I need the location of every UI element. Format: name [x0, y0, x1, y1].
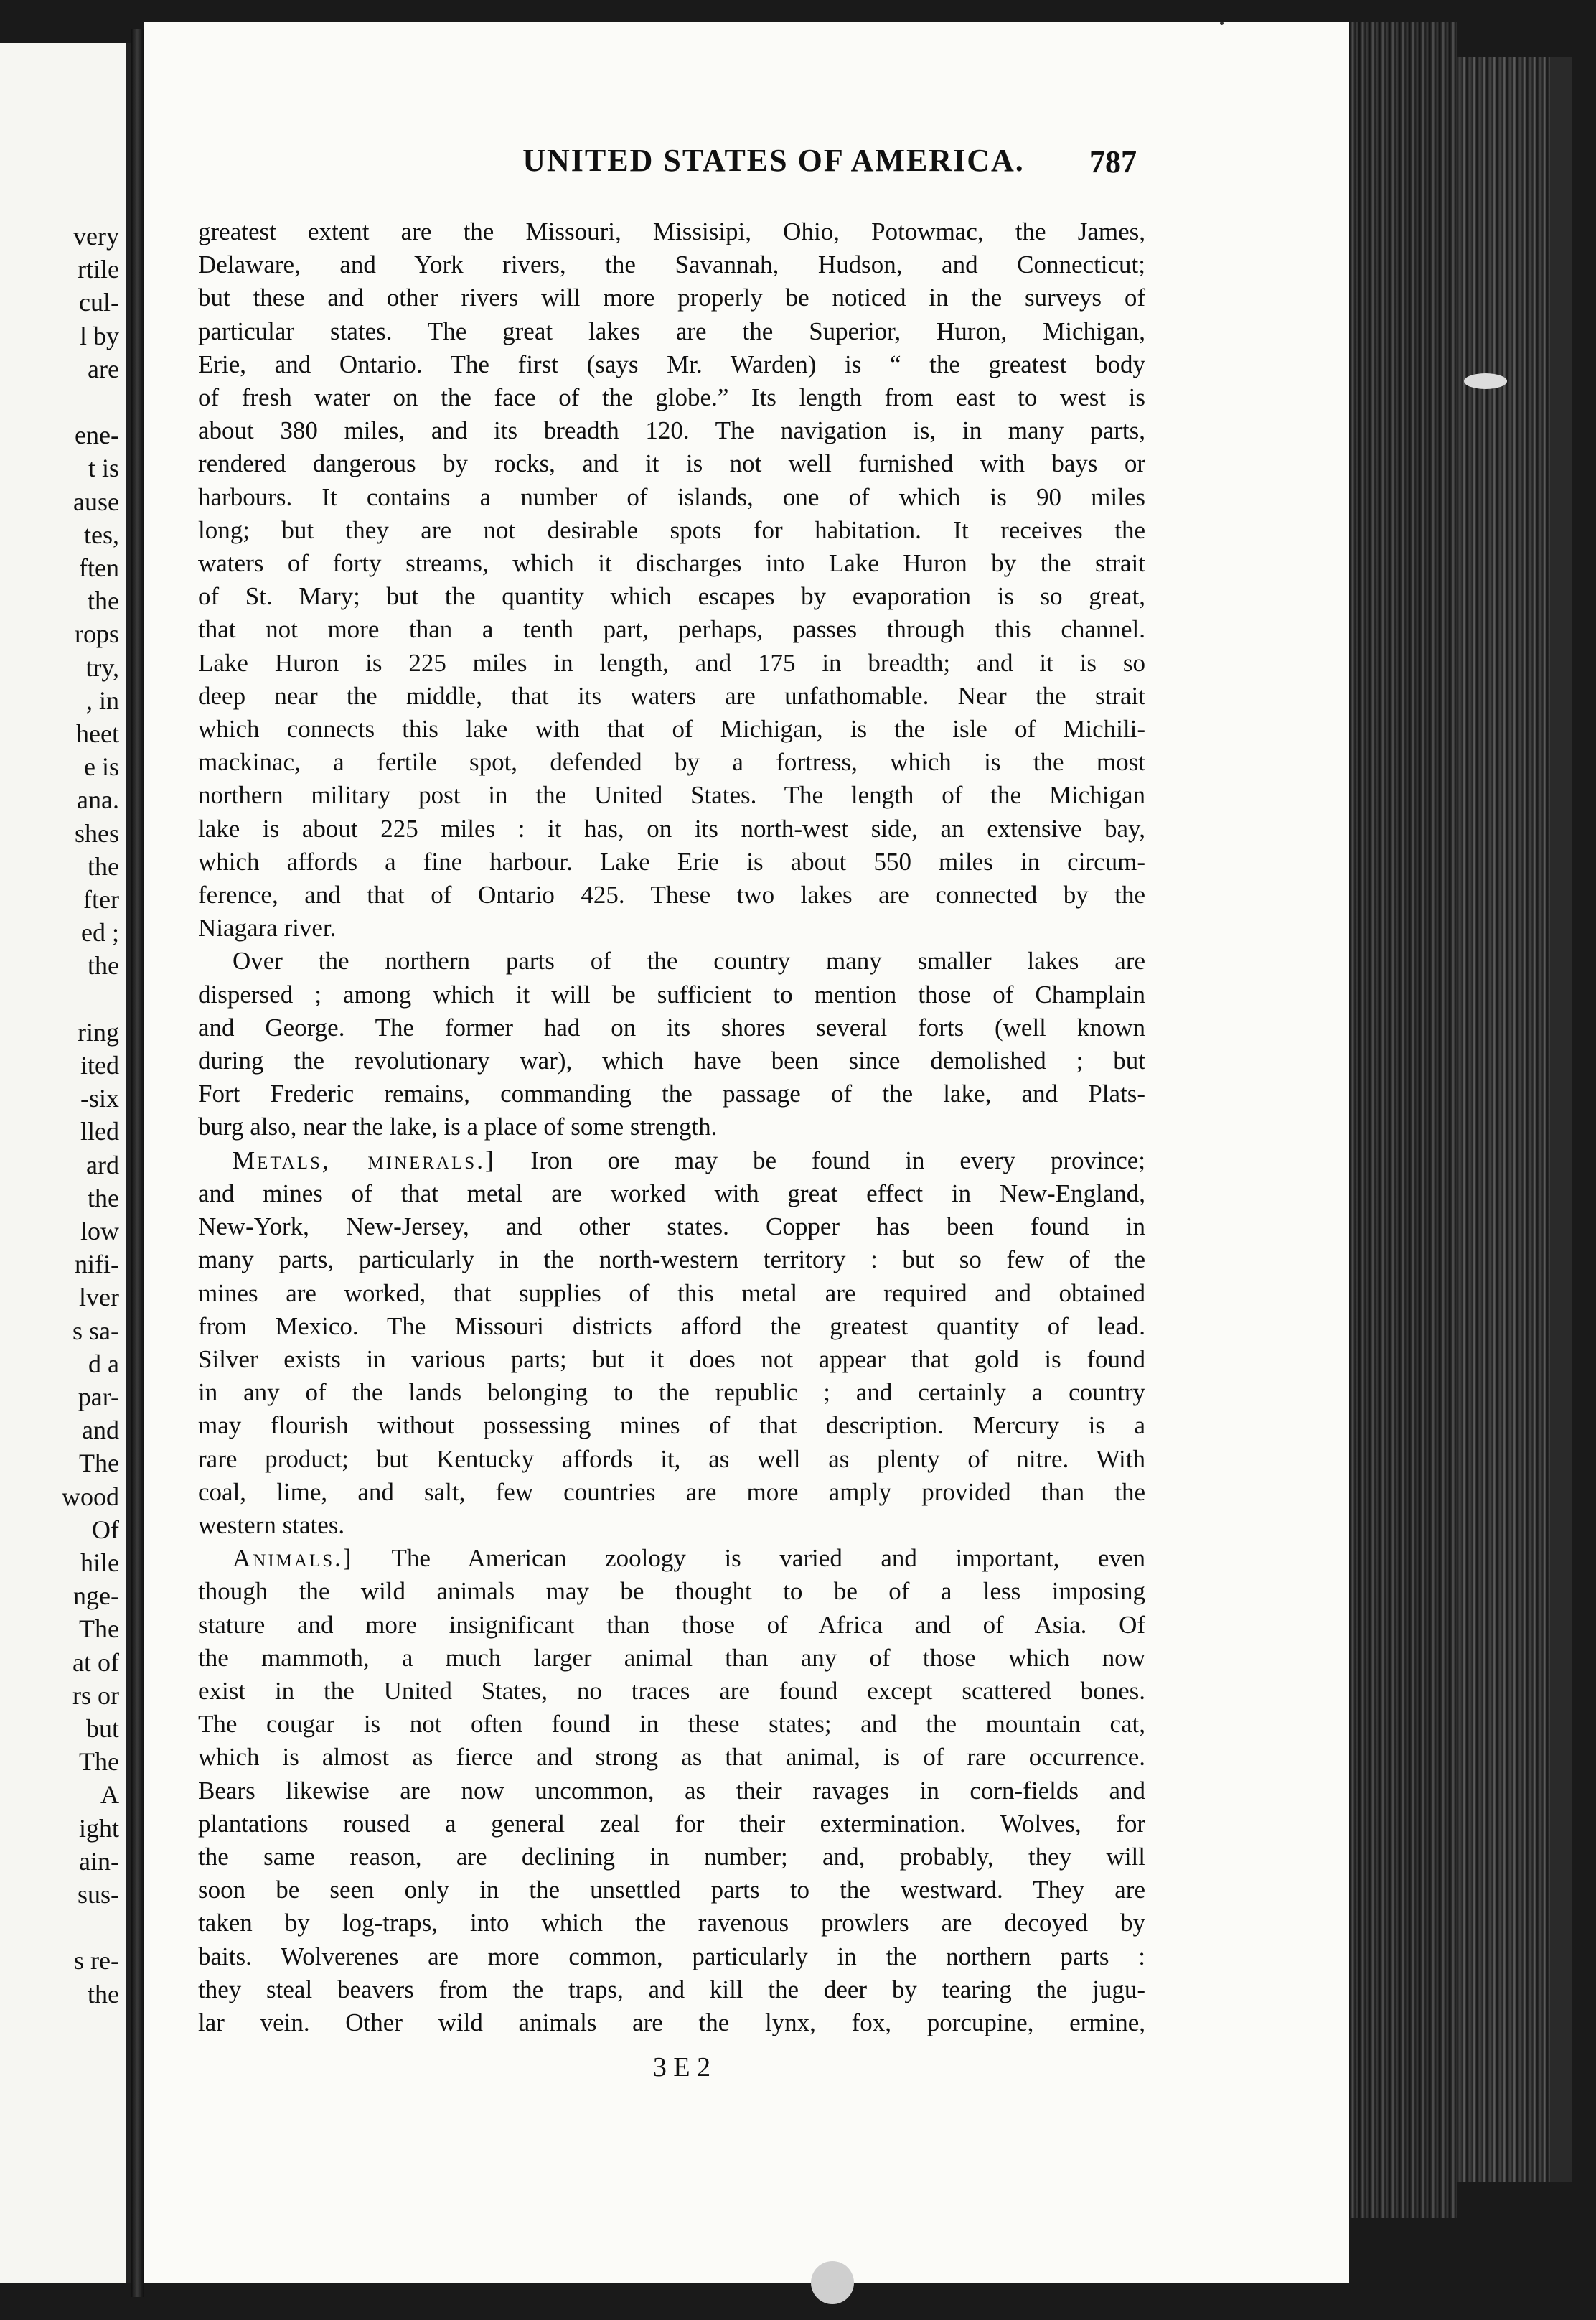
- text-line: which affords a fine harbour. Lake Erie is about 550 miles in circum-: [198, 847, 1145, 876]
- left-page-fragment: s sa-: [72, 1316, 119, 1345]
- left-page-fragment: very: [73, 222, 119, 251]
- text-line: about 380 miles, and its breadth 120. The navigation is, in many parts,: [198, 416, 1145, 445]
- left-page-fragment: lled: [80, 1117, 119, 1146]
- text-line: of St. Mary; but the quantity which escapes by evaporation is so great,: [198, 582, 1145, 611]
- left-page-fragment: A: [100, 1780, 119, 1810]
- left-page-fragment: rtile: [78, 255, 119, 284]
- text-line: soon be seen only in the unsettled parts to the westward. They are: [198, 1876, 1145, 1904]
- left-page-fragment: , in: [85, 686, 119, 715]
- left-page-fragment: ited: [80, 1051, 119, 1080]
- left-page-fragment: heet: [76, 719, 119, 748]
- left-page-fragment: ene-: [75, 421, 119, 450]
- left-page-fragment: but: [85, 1714, 119, 1743]
- text-line: which is almost as fierce and strong as that animal, is of rare occurrence.: [198, 1743, 1145, 1772]
- left-page-fragment: the: [88, 1979, 119, 2008]
- left-page-fragment: The: [79, 1747, 119, 1777]
- left-page-fragment: The: [79, 1449, 119, 1478]
- left-page-fragment: e is: [84, 752, 119, 782]
- left-page-fragment: rs or: [72, 1680, 119, 1710]
- left-page-fragment: try,: [85, 652, 119, 682]
- page-edges: [1349, 22, 1457, 2218]
- text-line: may flourish without possessing mines of that description. Mercury is a: [198, 1411, 1145, 1440]
- text-line: the mammoth, a much larger animal than any of those which now: [198, 1643, 1145, 1672]
- text-line: burg also, near the lake, is a place of some strength.: [198, 1113, 718, 1141]
- paragraph-rivers-lakes: [198, 215, 1145, 945]
- left-page-fragment: cul-: [79, 288, 119, 317]
- text-line: long; but they are not desirable spots for habitation. It receives the: [198, 515, 1145, 544]
- left-page-fragment: ana.: [77, 785, 119, 815]
- left-page-fragment: Of: [92, 1515, 119, 1544]
- running-head: UNITED STATES OF AMERICA.: [522, 143, 1025, 178]
- text-line: during the revolutionary war), which have been since demolished ; but: [198, 1047, 1145, 1075]
- text-line: New-York, New-Jersey, and other states. Copper has been found in: [198, 1212, 1145, 1241]
- left-page-fragment: ain-: [79, 1846, 119, 1876]
- left-page-fragment: lver: [79, 1283, 119, 1312]
- left-page-fragment: ring: [78, 1017, 119, 1047]
- section-heading-metals: Metals, minerals.]: [233, 1146, 496, 1174]
- left-page-fragment: ard: [86, 1150, 119, 1179]
- text-line: The cougar is not often found in these states; and the mountain cat,: [198, 1710, 1145, 1739]
- text-line: Metals, minerals.] Iron ore may be found in every province;: [233, 1146, 1146, 1174]
- text-line: waters of forty streams, which it discharges into Lake Huron by the strait: [198, 549, 1145, 578]
- left-page-fragment: ften: [79, 553, 119, 582]
- left-page-fragment: the: [88, 1183, 119, 1212]
- text-line: Silver exists in various parts; but it does not appear that gold is found: [198, 1344, 1145, 1373]
- left-page-fragment: the: [88, 851, 119, 881]
- text-line: northern military post in the United States. The length of the Michigan: [198, 781, 1145, 810]
- text-line: the same reason, are declining in number; and, probably, they will: [198, 1842, 1145, 1871]
- text-line: Delaware, and York rivers, the Savannah, Hudson, and Connecticut;: [198, 251, 1145, 279]
- text-line: coal, lime, and salt, few countries are more amply provided than the: [198, 1477, 1145, 1506]
- body-text: [198, 215, 1145, 2039]
- left-page-fragment: ed ;: [81, 918, 119, 948]
- left-page-fragment: l by: [79, 321, 119, 350]
- text-line: dispersed ; among which it will be sufficient to mention those of Champlain: [198, 980, 1145, 1009]
- left-page-fragment: at of: [72, 1647, 119, 1677]
- text-line: of fresh water on the face of the globe.” Its length from east to west is: [198, 383, 1145, 412]
- text-line: from Mexico. The Missouri districts afford the greatest quantity of lead.: [198, 1311, 1145, 1340]
- text-line: Fort Frederic remains, commanding the passage of the lake, and Plats-: [198, 1080, 1145, 1108]
- text-line: that not more than a tenth part, perhaps, passes through this channel.: [198, 615, 1145, 644]
- left-adjoining-page: [0, 43, 131, 2283]
- text-line: ference, and that of Ontario 425. These two lakes are connected by the: [198, 881, 1145, 909]
- text-line: and mines of that metal are worked with great effect in New-England,: [198, 1179, 1145, 1207]
- left-page-fragment: rops: [75, 619, 119, 649]
- left-page-fragment: ause: [73, 487, 119, 516]
- left-page-fragment: nifi-: [75, 1250, 119, 1279]
- paragraph-metals-minerals: [198, 1144, 1145, 1542]
- text-line: and George. The former had on its shores several forts (well known: [198, 1013, 1145, 1042]
- text-line: Over the northern parts of the country many smaller lakes are: [233, 947, 1145, 976]
- text-line: but these and other rivers will more properly be noticed in the surveys of: [198, 284, 1145, 312]
- text-line: mackinac, a fertile spot, defended by a fortress, which is the most: [198, 748, 1145, 777]
- left-page-fragment: wood: [62, 1482, 119, 1511]
- text-line: Bears likewise are now uncommon, as their ravages in corn-fields and: [198, 1776, 1145, 1805]
- left-page-fragment: par-: [78, 1383, 119, 1411]
- text-line: Lake Huron is 225 miles in length, and 175 in breadth; and it is so: [198, 648, 1145, 677]
- left-page-fragment: low: [80, 1217, 119, 1245]
- left-page-fragment: the: [88, 951, 119, 981]
- text-line: mines are worked, that supplies of this metal are required and obtained: [198, 1278, 1145, 1307]
- left-page-fragment: d a: [88, 1349, 119, 1378]
- signature-mark: 3 E 2: [652, 2052, 711, 2082]
- book-gutter: [131, 29, 144, 2297]
- left-page-fragment: sus-: [77, 1880, 119, 1909]
- text-line: taken by log-traps, into which the ravenous prowlers are decoyed by: [198, 1909, 1145, 1937]
- left-page-fragment: fter: [83, 885, 119, 914]
- text-line: rare product; but Kentucky affords it, as well as plenty of nitre. With: [198, 1444, 1145, 1473]
- left-page-fragment: and: [82, 1416, 119, 1445]
- text-line: deep near the middle, that its waters are unfathomable. Near the strait: [198, 681, 1145, 710]
- left-page-fragment: s re-: [74, 1946, 119, 1975]
- text-line: harbours. It contains a number of islands, one of which is 90 miles: [198, 482, 1145, 511]
- text-line: though the wild animals may be thought to be of a less imposing: [198, 1577, 1145, 1606]
- left-page-fragment: -six: [80, 1084, 119, 1113]
- text-line: particular states. The great lakes are the Superior, Huron, Michigan,: [198, 317, 1145, 345]
- text-line: in any of the lands belonging to the republic ; and certainly a country: [198, 1378, 1145, 1407]
- text-line: Animals.] The American zoology is varied and important, even: [233, 1544, 1145, 1573]
- left-page-fragment: The: [79, 1614, 119, 1644]
- left-page-fragment: t is: [88, 454, 119, 483]
- left-page-fragment: ight: [78, 1813, 119, 1843]
- left-page-fragment: the: [88, 586, 119, 616]
- text-line: rendered dangerous by rocks, and it is not well furnished with bays or: [198, 449, 1145, 478]
- paper-speck: [1220, 22, 1224, 25]
- left-page-fragment: tes,: [84, 520, 119, 549]
- text-line: stature and more insignificant than those of Africa and of Asia. Of: [198, 1610, 1145, 1639]
- text-line: lake is about 225 miles : it has, on its north-west side, an extensive bay,: [198, 814, 1145, 843]
- text-line: many parts, particularly in the north-western territory : but so few of the: [198, 1245, 1145, 1274]
- text-line: baits. Wolverenes are more common, particularly in the northern parts :: [198, 1942, 1145, 1970]
- book-cover-edge: [1550, 57, 1572, 2182]
- text-line: which connects this lake with that of Michigan, is the isle of Michili-: [198, 715, 1145, 744]
- left-page-fragment: shes: [75, 818, 119, 848]
- left-page-fragment: are: [88, 354, 119, 383]
- text-line: they steal beavers from the traps, and kill the deer by tearing the jugu-: [198, 1975, 1145, 2003]
- text-line: Niagara river.: [198, 914, 337, 942]
- text-line: western states.: [198, 1510, 345, 1539]
- page-number: 787: [1089, 144, 1137, 179]
- left-page-fragment: hile: [80, 1548, 119, 1577]
- left-page-fragment: nge-: [73, 1581, 119, 1611]
- paragraph-animals: [198, 1542, 1145, 2039]
- paragraph-smaller-lakes: [198, 945, 1145, 1143]
- text-line: exist in the United States, no traces are found except scattered bones.: [198, 1676, 1145, 1705]
- text-line: lar vein. Other wild animals are the lynx, fox, porcupine, ermine,: [198, 2008, 1145, 2036]
- text-line: plantations roused a general zeal for their extermination. Wolves, for: [198, 1809, 1145, 1838]
- paper-speck: [1464, 373, 1507, 389]
- section-heading-animals: Animals.]: [233, 1544, 354, 1573]
- text-line: Erie, and Ontario. The first (says Mr. Warden) is “ the greatest body: [198, 350, 1145, 378]
- paper-speck: [811, 2261, 854, 2304]
- text-line: greatest extent are the Missouri, Missisipi, Ohio, Potowmac, the James,: [198, 218, 1145, 245]
